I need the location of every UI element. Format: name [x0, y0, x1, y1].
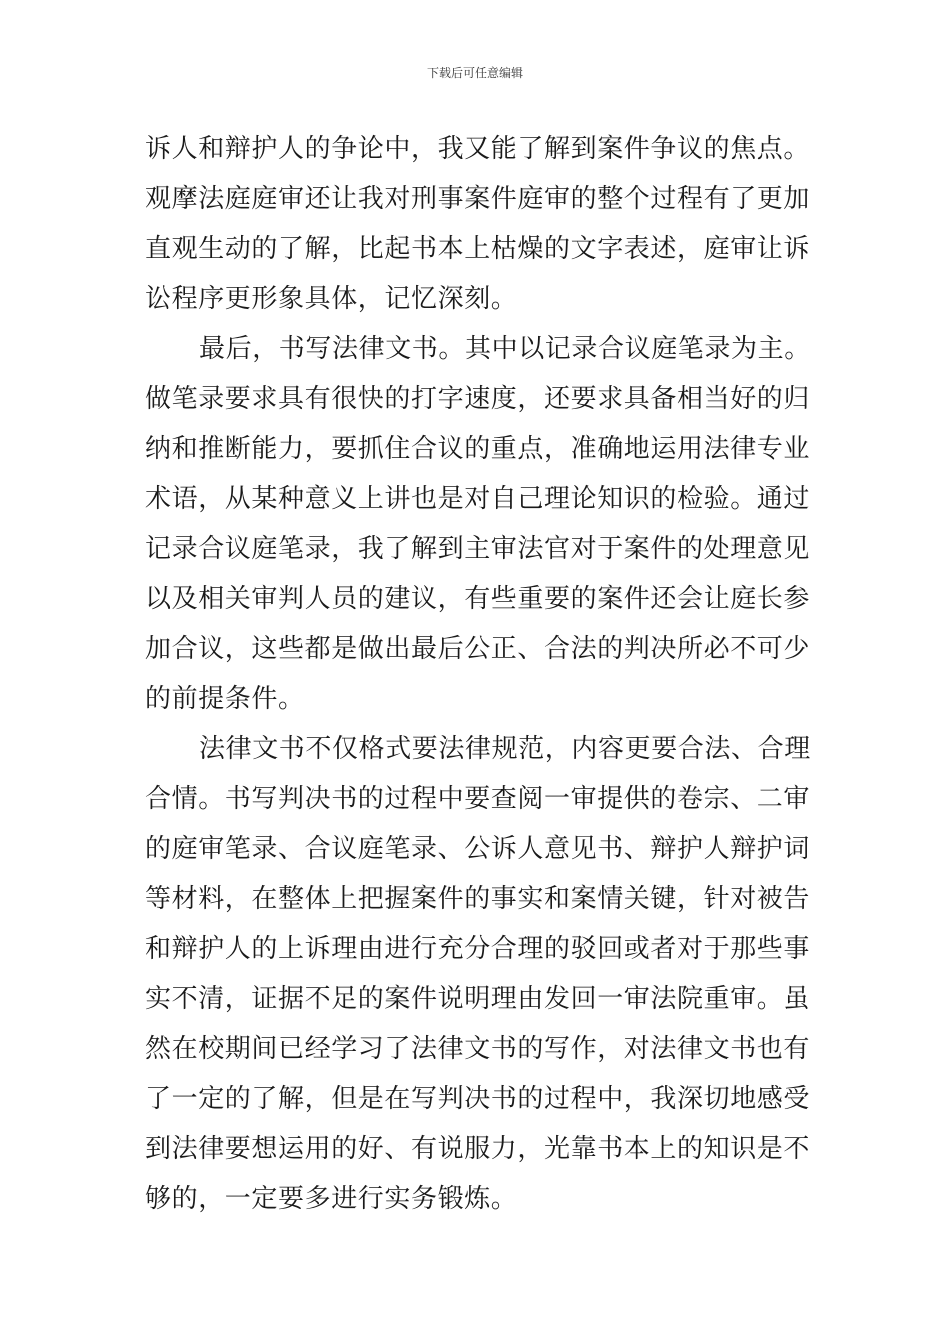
text-line: 最后，书写法律文书。其中以记录合议庭笔录为主。 — [199, 334, 811, 364]
text-line: 直观生动的了解，比起书本上枯燥的文字表述，庭审让诉 — [145, 234, 811, 264]
text-line: 术语，从某种意义上讲也是对自己理论知识的检验。通过 — [145, 484, 811, 514]
text-line: 了一定的了解，但是在写判决书的过程中，我深切地感受 — [145, 1084, 811, 1114]
document-body — [145, 124, 825, 1224]
text-line: 讼程序更形象具体，记忆深刻。 — [145, 284, 518, 314]
text-line: 到法律要想运用的好、有说服力，光靠书本上的知识是不 — [145, 1134, 811, 1164]
paragraph — [145, 724, 825, 1224]
text-line: 做笔录要求具有很快的打字速度，还要求具备相当好的归 — [145, 384, 811, 414]
text-line: 和辩护人的上诉理由进行充分合理的驳回或者对于那些事 — [145, 934, 811, 964]
text-line: 然在校期间已经学习了法律文书的写作，对法律文书也有 — [145, 1034, 811, 1064]
text-line: 的前提条件。 — [145, 684, 305, 714]
paragraph — [145, 124, 825, 324]
text-line: 记录合议庭笔录，我了解到主审法官对于案件的处理意见 — [145, 534, 811, 564]
text-line: 实不清，证据不足的案件说明理由发回一审法院重审。虽 — [145, 984, 811, 1014]
text-line: 够的，一定要多进行实务锻炼。 — [145, 1184, 518, 1214]
text-line: 合情。书写判决书的过程中要查阅一审提供的卷宗、二审 — [145, 784, 811, 814]
text-line: 诉人和辩护人的争论中，我又能了解到案件争议的焦点。 — [145, 134, 811, 164]
text-line: 观摩法庭庭审还让我对刑事案件庭审的整个过程有了更加 — [145, 184, 811, 214]
paragraph — [145, 324, 825, 724]
page-header: 下载后可任意编辑 — [426, 66, 523, 80]
text-line: 纳和推断能力，要抓住合议的重点，准确地运用法律专业 — [145, 434, 811, 464]
text-line: 以及相关审判人员的建议，有些重要的案件还会让庭长参 — [145, 584, 811, 614]
text-line: 等材料，在整体上把握案件的事实和案情关键，针对被告 — [145, 884, 811, 914]
text-line: 的庭审笔录、合议庭笔录、公诉人意见书、辩护人辩护词 — [145, 834, 811, 864]
text-line: 法律文书不仅格式要法律规范，内容更要合法、合理 — [199, 734, 811, 764]
text-line: 加合议，这些都是做出最后公正、合法的判决所必不可少 — [145, 634, 811, 664]
